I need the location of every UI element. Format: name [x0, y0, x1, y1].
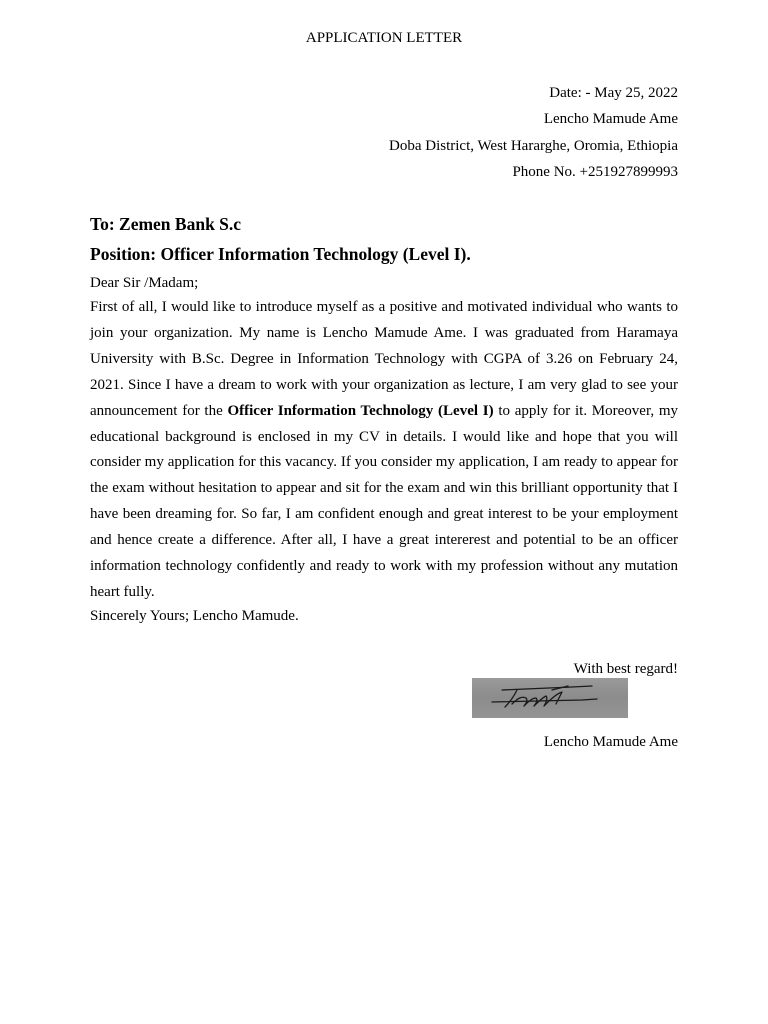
body-text-part2: to apply for it. Moreover, my educational background is enclosed in my CV in details. I would like and hope that you will consider my application for this vacancy. If you consider my application, I am ready to appear for the exam without hesitation to appear and sit for the exam and win this brilliant opportunity that I have been dreaming for. So far, I am confident enough and great interest to be your employment and hence create a difference. After all, I have a great intererest and potential to be an officer information technology confidently and ready to work with my profession without any mutation heart fully.: [90, 402, 678, 600]
regard-line: With best regard!: [573, 661, 678, 677]
sender-address: Doba District, West Hararghe, Oromia, Ethiopia: [389, 137, 678, 154]
letter-date: Date: - May 25, 2022: [549, 85, 678, 101]
body-text-bold-position: Officer Information Technology (Level I): [227, 402, 494, 419]
signature-icon: [472, 678, 628, 718]
recipient-line: To: Zemen Bank S.c: [90, 214, 242, 234]
closing-line: Sincerely Yours; Lencho Mamude.: [90, 608, 299, 624]
position-line: Position: Officer Information Technology (Level I).: [90, 244, 471, 264]
body-text-part1: First of all, I would like to introduce myself as a positive and motivated individual who wants to join your organization. My name is Lencho Mamude Ame. I was graduated from Haramaya University with B.Sc. Degree in Information Technology with CGPA of 3.26 on February 24, 2021. Since I have a dream to work with your organization as lecture, I am very glad to see your announcement for the: [90, 299, 678, 419]
sender-name: Lencho Mamude Ame: [543, 111, 678, 128]
salutation: Dear Sir /Madam;: [90, 275, 199, 291]
sender-phone: Phone No. +251927899993: [512, 163, 678, 180]
sender-block: [389, 80, 678, 185]
signer-name: Lencho Mamude Ame: [543, 734, 678, 750]
letter-title: APPLICATION LETTER: [305, 30, 463, 46]
letter-body: [90, 295, 678, 606]
signature-image: [472, 678, 628, 718]
